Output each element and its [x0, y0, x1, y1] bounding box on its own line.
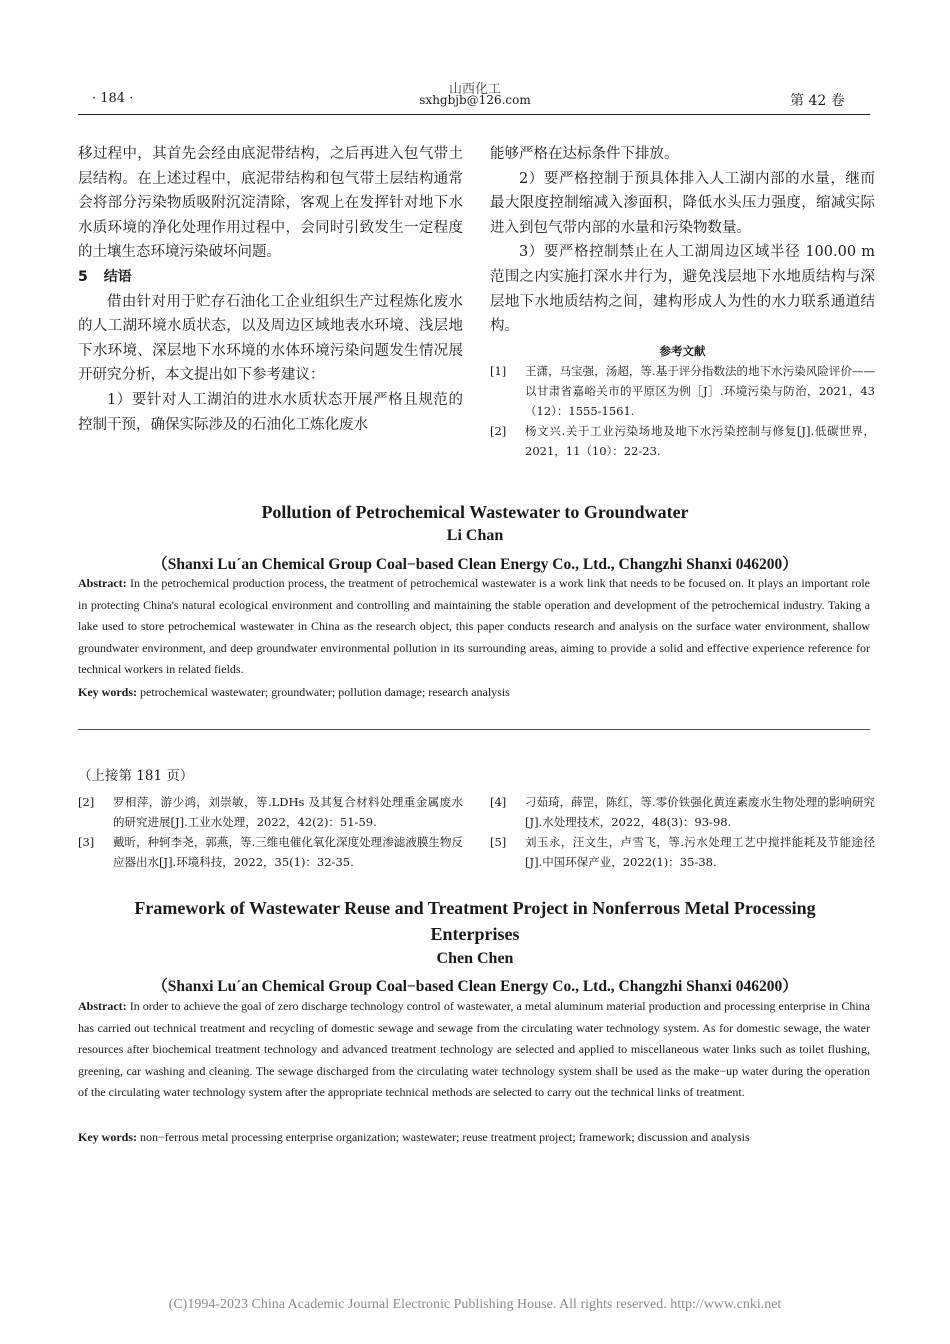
body-paragraph: 借由针对用于贮存石油化工企业组织生产过程炼化废水的人工湖环境水质状态，以及周边区域地表水环境、浅层地下水环境、深层地下水环境的水体环境污染问题发生情况展开研究分析，本文提出如下参考建议：	[78, 293, 463, 384]
section-title: 结语	[103, 268, 132, 285]
keywords-label: Key words:	[78, 685, 137, 699]
abstract2-author: Chen Chen	[436, 950, 514, 967]
abstract2-title-line1: Framework of Wastewater Reuse and Treatment Project in Nonferrous Metal Processing	[134, 898, 816, 918]
reference-text: 杨文兴.关于工业污染场地及地下水污染控制与修复[J].低碳世界，2021，11（10）：22-23.	[525, 423, 875, 458]
reference-item	[490, 361, 875, 421]
page-number: · 184 ·	[92, 91, 134, 106]
reference-item	[78, 792, 463, 832]
journal-name: 山西化工	[448, 82, 501, 97]
abstract1-keywords	[78, 682, 870, 702]
reference-number: [3]	[78, 835, 95, 849]
reference-text: 王潇，马宝强，汤超，等.基于评分指数法的地下水污染风险评价——以甘肃省嘉峪关市的平原区为例［J］.环境污染与防治，2021，43（12）：1555-1561.	[525, 363, 875, 418]
abstract2-title	[60, 895, 890, 947]
copyright-footer: (C)1994-2023 China Academic Journal Electronic Publishing House. All rights reserved. http://www.cnki.net	[168, 1297, 782, 1312]
keywords-label: Key words:	[78, 1130, 137, 1144]
continued-note: （上接第 181 页）	[78, 768, 194, 784]
abstract1-author: Li Chan	[446, 527, 504, 544]
body-paragraph: 能够严格在达标条件下排放。	[490, 146, 679, 162]
reference-number: [5]	[490, 835, 507, 849]
abstract2-body	[78, 996, 870, 1104]
divider	[78, 729, 870, 730]
body-paragraph: 移过程中，其首先会经由底泥带结构，之后再进入包气带土层结构。在上述过程中，底泥带结构和包气带土层结构通常会将部分污染物质吸附沉淀清除，客观上在发挥针对地下水水质环境的净化处理作用过程中，会同时引致发生一定程度的土壤生态环境污染破坏问题。	[78, 146, 463, 261]
body-paragraph: 2）要严格控制于预具体排入人工湖内部的水量，继而最大限度控制缩减入渗面积，降低水头压力强度，缩减实际进入到包气带内部的水量和污染物数量。	[490, 170, 875, 236]
reference-number: [4]	[490, 795, 507, 809]
reference-item	[490, 832, 875, 872]
reference-text: 戴昕，种轲李尧，郭燕，等.三维电催化氧化深度处理渗滤液膜生物反应器出水[J].环境科技，2022，35(1)：32-35.	[113, 835, 463, 869]
reference-text: 罗相萍，游少鸿，刘崇敏，等.LDHs 及其复合材料处理重金属废水的研究进展[J].工业水处理，2022，42(2)：51-59.	[113, 795, 463, 829]
body-paragraph: 1）要针对人工湖泊的进水水质状态开展严格且规范的控制干预，确保实际涉及的石油化工炼化废水	[78, 391, 463, 433]
references-title: 参考文献	[659, 343, 706, 358]
reference-item	[490, 421, 875, 461]
section-number: 5	[78, 268, 88, 285]
abstract-label: Abstract:	[78, 576, 127, 590]
reference-item	[490, 792, 875, 832]
volume-label: 第 42 卷	[790, 93, 845, 109]
body-paragraph: 3）要严格控制禁止在人工湖周边区域半径 100.00 m 范围之内实施打深水井行为，避免浅层地下水地质结构与深层地下水地质结构之间，建构形成人为性的水力联系通道结构。	[490, 244, 875, 335]
section-heading	[78, 265, 463, 290]
reference-number: [2]	[490, 423, 507, 438]
left-column	[78, 142, 463, 437]
reference-text: 刘玉永，汪文生，卢雪飞，等.污水处理工艺中搅拌能耗及节能途径[J].中国环保产业，2022(1)：35-38.	[525, 835, 875, 869]
abstract1-body	[78, 573, 870, 681]
continued-refs-left	[78, 792, 463, 872]
journal-email: sxhgbjb@126.com	[419, 93, 531, 107]
reference-text: 刁茹琦，薛罡，陈红，等.零价铁强化黄连素废水生物处理的影响研究[J].水处理技术，2022，48(3)：93-98.	[525, 795, 875, 829]
abstract-text: In order to achieve the goal of zero discharge technology control of wastewater, a metal aluminum material production and processing enterprise in China has carried out technical treatment and recycling of domestic sewage and sewage from the circulating water technology system. As for domestic sewage, the water resources after biochemical treatment technology and advanced treatment technology are selected and applied to miscellaneous water links such as toilet flushing, greening, car washing and cleaning. The sewage discharged from the circulating water technology system shall be used as the make−up water during the operation of the circulating water technology system after the appropriate technical methods are selected to carry out the technical links of treatment.	[78, 999, 870, 1100]
right-column	[490, 142, 875, 461]
reference-number: [1]	[490, 363, 507, 378]
abstract2-keywords	[78, 1127, 870, 1147]
continued-refs-right	[490, 792, 875, 872]
reference-item	[78, 832, 463, 872]
abstract1-title: Pollution of Petrochemical Wastewater to Groundwater	[261, 502, 689, 522]
abstract1-affiliation: （Shanxi Lu´an Chemical Group Coal−based Clean Energy Co., Ltd., Changzhi Shanxi 046200）	[152, 556, 798, 573]
keywords-text: non−ferrous metal processing enterprise organization; wastewater; reuse treatment project; framework; discussion and analysis	[140, 1130, 750, 1144]
header-rule	[78, 114, 870, 115]
keywords-text: petrochemical wastewater; groundwater; pollution damage; research analysis	[140, 685, 510, 699]
abstract2-title-line2: Enterprises	[430, 924, 520, 944]
abstract-text: In the petrochemical production process, the treatment of petrochemical wastewater is a work link that needs to be focused on. It plays an important role in protecting China's natural ecological environment and controlling and maintaining the stable operation and development of the petrochemical industry. Taking a lake used to store petrochemical wastewater in China as the research object, this paper conducts research and analysis on the surface water environment, shallow groundwater environment, and deep groundwater environmental pollution in its surrounding areas, aiming to provide a solid and effective experience reference for technical workers in related fields.	[78, 576, 870, 677]
reference-number: [2]	[78, 795, 95, 809]
abstract-label: Abstract:	[78, 999, 127, 1013]
abstract2-affiliation: （Shanxi Lu´an Chemical Group Coal−based Clean Energy Co., Ltd., Changzhi Shanxi 046200）	[152, 978, 798, 995]
